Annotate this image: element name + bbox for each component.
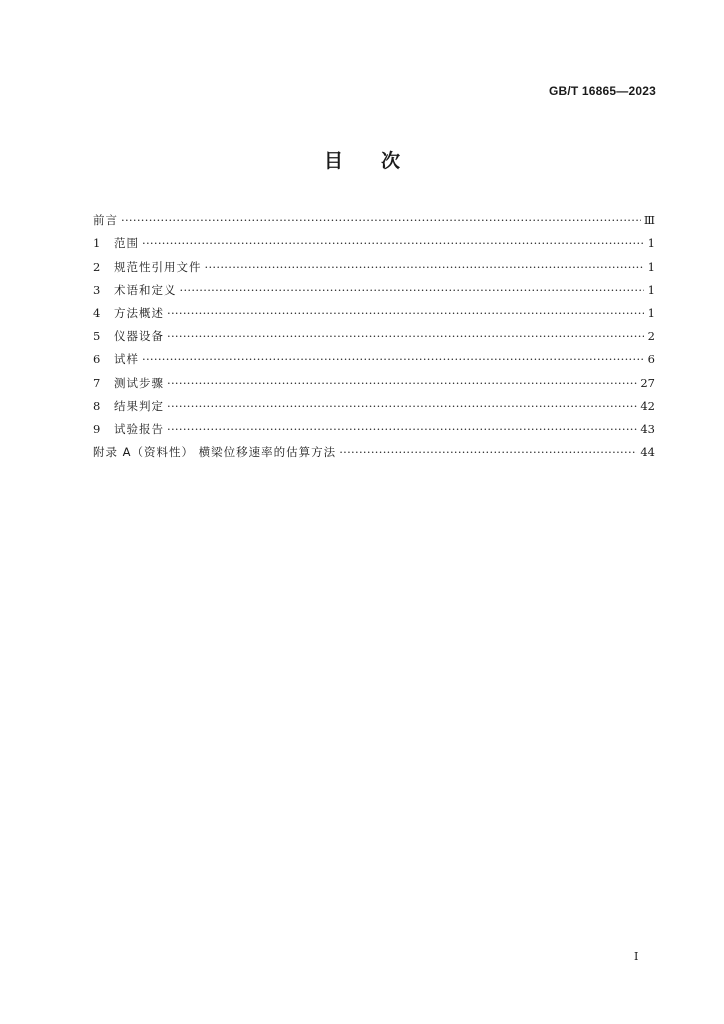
toc-entry-label: 方法概述	[114, 305, 164, 320]
toc-leader-dots	[339, 445, 637, 459]
toc-entry-page: 1	[647, 236, 655, 251]
toc-entry-label: 试样	[114, 352, 139, 367]
toc-entry-label: 仪器设备	[114, 329, 164, 344]
toc-entry-test-report[interactable]	[93, 413, 655, 436]
toc-leader-dots	[205, 260, 645, 274]
toc-entry-page: 2	[647, 329, 655, 344]
toc-entry-apparatus[interactable]	[93, 320, 655, 343]
toc-entry-label: 范围	[114, 236, 139, 251]
toc-entry-number: 6	[93, 352, 101, 367]
toc-leader-dots	[167, 422, 637, 436]
page-number: I	[634, 950, 639, 963]
table-of-contents	[93, 204, 655, 459]
toc-entry-page: 44	[640, 445, 655, 460]
toc-entry-page: 43	[640, 421, 655, 436]
toc-entry-specimens[interactable]	[93, 343, 655, 366]
toc-entry-page: 42	[640, 398, 655, 413]
toc-entry-number: 3	[93, 282, 101, 297]
toc-leader-dots	[180, 283, 645, 297]
toc-leader-dots	[142, 352, 644, 366]
toc-entry-page: 27	[640, 375, 655, 390]
toc-entry-page: 1	[647, 282, 655, 297]
toc-entry-number: 5	[93, 329, 101, 344]
toc-leader-dots	[167, 376, 637, 390]
toc-entry-number: 7	[93, 375, 101, 390]
toc-entry-number: 8	[93, 398, 101, 413]
toc-entry-label: 前言	[93, 213, 118, 228]
toc-entry-label: 术语和定义	[114, 282, 177, 297]
toc-entry-number: 1	[93, 236, 101, 251]
toc-leader-dots	[167, 399, 637, 413]
toc-entry-page: Ⅲ	[643, 213, 655, 228]
toc-leader-dots	[121, 213, 641, 227]
toc-entry-terms-definitions[interactable]	[93, 274, 655, 297]
toc-entry-label: 附录 A（资料性） 横梁位移速率的估算方法	[93, 445, 337, 460]
toc-entry-number: 2	[93, 259, 101, 274]
toc-entry-result-evaluation[interactable]	[93, 390, 655, 413]
toc-entry-number: 4	[93, 305, 101, 320]
toc-entry-label: 规范性引用文件	[114, 259, 202, 274]
toc-entry-test-procedure[interactable]	[93, 366, 655, 389]
page-title: 目次	[323, 150, 438, 172]
toc-entry-foreword[interactable]	[93, 204, 655, 227]
toc-entry-page: 1	[647, 305, 655, 320]
toc-entry-method-overview[interactable]	[93, 297, 655, 320]
toc-leader-dots	[167, 329, 644, 343]
toc-leader-dots	[142, 236, 644, 250]
toc-entry-label: 测试步骤	[114, 375, 164, 390]
toc-entry-label: 试验报告	[114, 421, 164, 436]
toc-entry-normative-references[interactable]	[93, 250, 655, 273]
toc-entry-page: 1	[647, 259, 655, 274]
toc-entry-page: 6	[647, 352, 655, 367]
toc-entry-number: 9	[93, 421, 101, 436]
toc-leader-dots	[167, 306, 644, 320]
toc-entry-label: 结果判定	[114, 398, 164, 413]
toc-entry-scope[interactable]	[93, 227, 655, 250]
standard-code: GB/T 16865—2023	[548, 84, 656, 98]
toc-entry-annex-a[interactable]	[93, 436, 655, 459]
